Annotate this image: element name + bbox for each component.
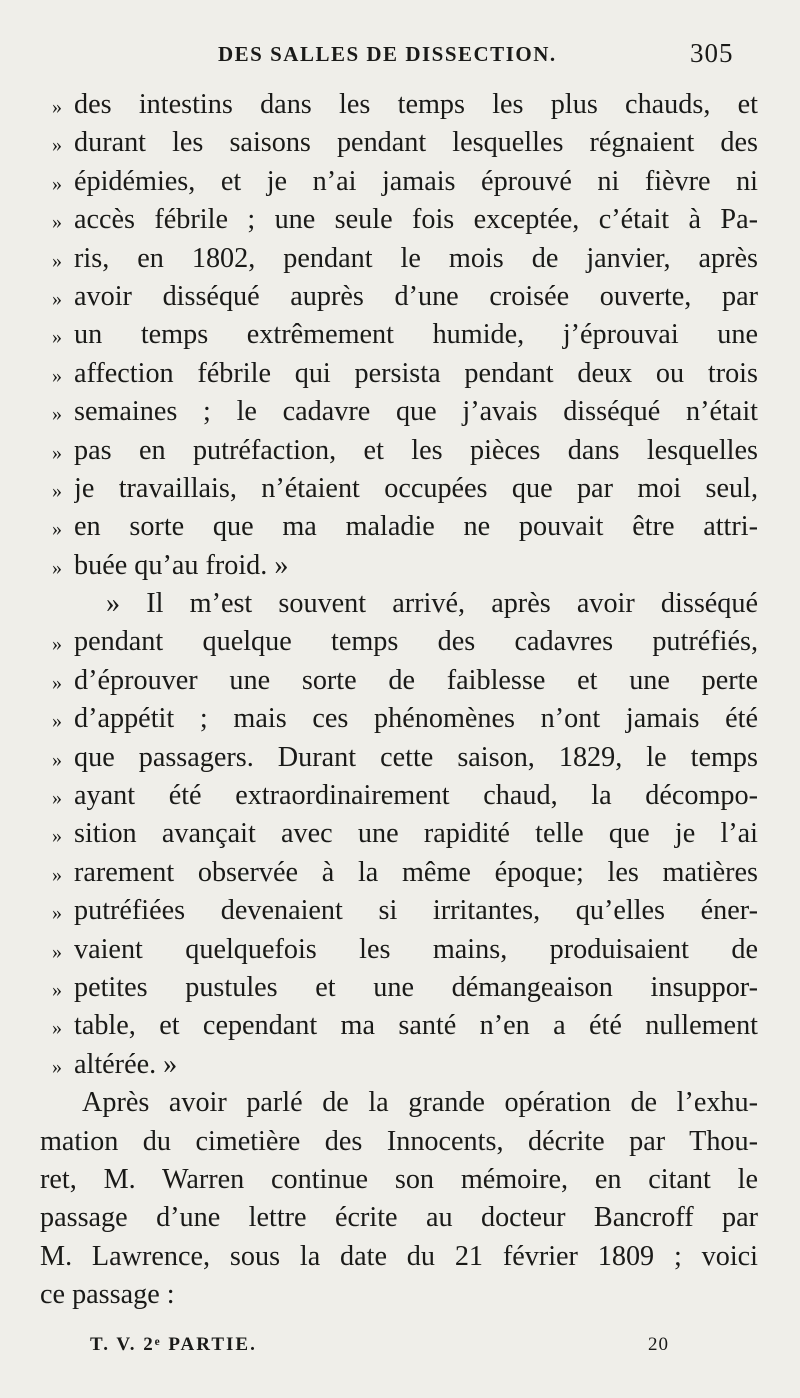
- text-line: [40, 777, 758, 815]
- line-text: ayant été extraordinairement chaud, la décompo-: [74, 780, 758, 812]
- text-line: [40, 1276, 758, 1314]
- line-text: durant les saisons pendant lesquelles régnaient des: [74, 127, 758, 159]
- page-header: [0, 40, 800, 70]
- line-text: » Il m’est souvent arrivé, après avoir disséqué: [106, 588, 758, 620]
- line-text: avoir disséqué auprès d’une croisée ouverte, par: [74, 280, 758, 312]
- quote-marker: »: [52, 825, 62, 848]
- text-line: [40, 1084, 758, 1122]
- text-line: [40, 1046, 758, 1084]
- line-text: ce passage :: [40, 1279, 175, 1311]
- line-text: un temps extrêmement humide, j’éprouvai une: [74, 319, 758, 351]
- sheet-number: 20: [648, 1334, 669, 1355]
- text-line: [40, 662, 758, 700]
- line-text: vaient quelquefois les mains, produisaient de: [74, 933, 758, 965]
- text-line: [40, 393, 758, 431]
- line-text: épidémies, et je n’ai jamais éprouvé ni fièvre ni: [74, 165, 758, 197]
- text-line: [40, 355, 758, 393]
- quote-marker: »: [52, 633, 62, 656]
- quote-marker: »: [52, 287, 62, 310]
- line-text: des intestins dans les temps les plus chauds, et: [74, 89, 758, 120]
- text-line: [40, 201, 758, 239]
- quote-marker: »: [52, 326, 62, 349]
- quote-marker: »: [52, 518, 62, 541]
- quote-marker: »: [52, 172, 62, 195]
- text-line: [40, 585, 758, 623]
- text-line: [40, 739, 758, 777]
- quote-marker: »: [52, 710, 62, 733]
- text-line: [40, 278, 758, 316]
- text-line: [40, 815, 758, 853]
- signature-mark: T. V. 2ᵉ PARTIE.: [90, 1334, 257, 1355]
- quote-marker: »: [52, 1055, 62, 1078]
- quote-marker: »: [52, 748, 62, 771]
- text-line: [40, 547, 758, 585]
- page-footer: [0, 1334, 800, 1364]
- text-line: [40, 86, 758, 124]
- text-line: [40, 892, 758, 930]
- text-line: [40, 163, 758, 201]
- text-line: [40, 240, 758, 278]
- body-text: [40, 86, 758, 1315]
- quote-marker: »: [52, 249, 62, 272]
- line-text: altérée. »: [74, 1048, 178, 1080]
- line-text: en sorte que ma maladie ne pouvait être attri-: [74, 511, 758, 543]
- line-text: passage d’une lettre écrite au docteur Bancroff par: [40, 1202, 758, 1234]
- line-text: Après avoir parlé de la grande opération de l’exhu-: [82, 1087, 758, 1119]
- text-line: [40, 969, 758, 1007]
- text-line: [40, 432, 758, 470]
- text-line: [40, 1123, 758, 1161]
- text-line: [40, 1238, 758, 1276]
- line-text: que passagers. Durant cette saison, 1829, le temps: [74, 741, 758, 773]
- text-line: [40, 508, 758, 546]
- line-text: je travaillais, n’étaient occupées que par moi seul,: [74, 472, 758, 504]
- text-line: [40, 623, 758, 661]
- line-text: affection fébrile qui persista pendant deux ou trois: [74, 357, 758, 389]
- text-line: [40, 316, 758, 354]
- running-head: DES SALLES DE DISSECTION.: [218, 42, 557, 66]
- line-text: petites pustules et une démangeaison insuppor-: [74, 971, 758, 1003]
- text-line: [40, 470, 758, 508]
- quote-marker: »: [52, 556, 62, 579]
- text-line: [40, 1161, 758, 1199]
- quote-marker: »: [52, 479, 62, 502]
- quote-marker: »: [52, 441, 62, 464]
- line-text: ret, M. Warren continue son mémoire, en citant le: [40, 1163, 758, 1195]
- quote-marker: »: [52, 134, 62, 157]
- line-text: putréfiées devenaient si irritantes, qu’elles éner-: [74, 895, 758, 927]
- quote-marker: »: [52, 940, 62, 963]
- quote-marker: »: [52, 364, 62, 387]
- quote-marker: »: [52, 902, 62, 925]
- line-text: rarement observée à la même époque; les matières: [74, 856, 758, 888]
- quote-marker: »: [52, 787, 62, 810]
- quote-marker: »: [52, 211, 62, 234]
- line-text: d’éprouver une sorte de faiblesse et une perte: [74, 664, 758, 696]
- page-number: 305: [690, 38, 734, 68]
- text-line: [40, 1007, 758, 1045]
- line-text: semaines ; le cadavre que j’avais disséqué n’était: [74, 396, 758, 428]
- line-text: pas en putréfaction, et les pièces dans lesquelles: [74, 434, 758, 466]
- line-text: sition avançait avec une rapidité telle que je l’ai: [74, 818, 758, 850]
- line-text: mation du cimetière des Innocents, décrite par Thou-: [40, 1125, 758, 1157]
- line-text: ris, en 1802, pendant le mois de janvier, après: [74, 242, 758, 274]
- line-text: accès fébrile ; une seule fois exceptée, c’était à Pa-: [74, 204, 758, 236]
- quote-marker: »: [52, 96, 62, 118]
- line-text: pendant quelque temps des cadavres putréfiés,: [74, 626, 758, 658]
- text-line: [40, 854, 758, 892]
- line-text: d’appétit ; mais ces phénomènes n’ont jamais été: [74, 703, 758, 735]
- quote-marker: »: [52, 863, 62, 886]
- text-line: [40, 931, 758, 969]
- text-line: [40, 700, 758, 738]
- quote-marker: »: [52, 1017, 62, 1040]
- quote-marker: »: [52, 978, 62, 1001]
- quote-marker: »: [52, 671, 62, 694]
- text-line: [40, 124, 758, 162]
- line-text: M. Lawrence, sous la date du 21 février 1809 ; voici: [40, 1240, 758, 1272]
- line-text: buée qu’au froid. »: [74, 549, 289, 581]
- line-text: table, et cependant ma santé n’en a été nullement: [74, 1010, 758, 1042]
- quote-marker: »: [52, 403, 62, 426]
- text-line: [40, 1199, 758, 1237]
